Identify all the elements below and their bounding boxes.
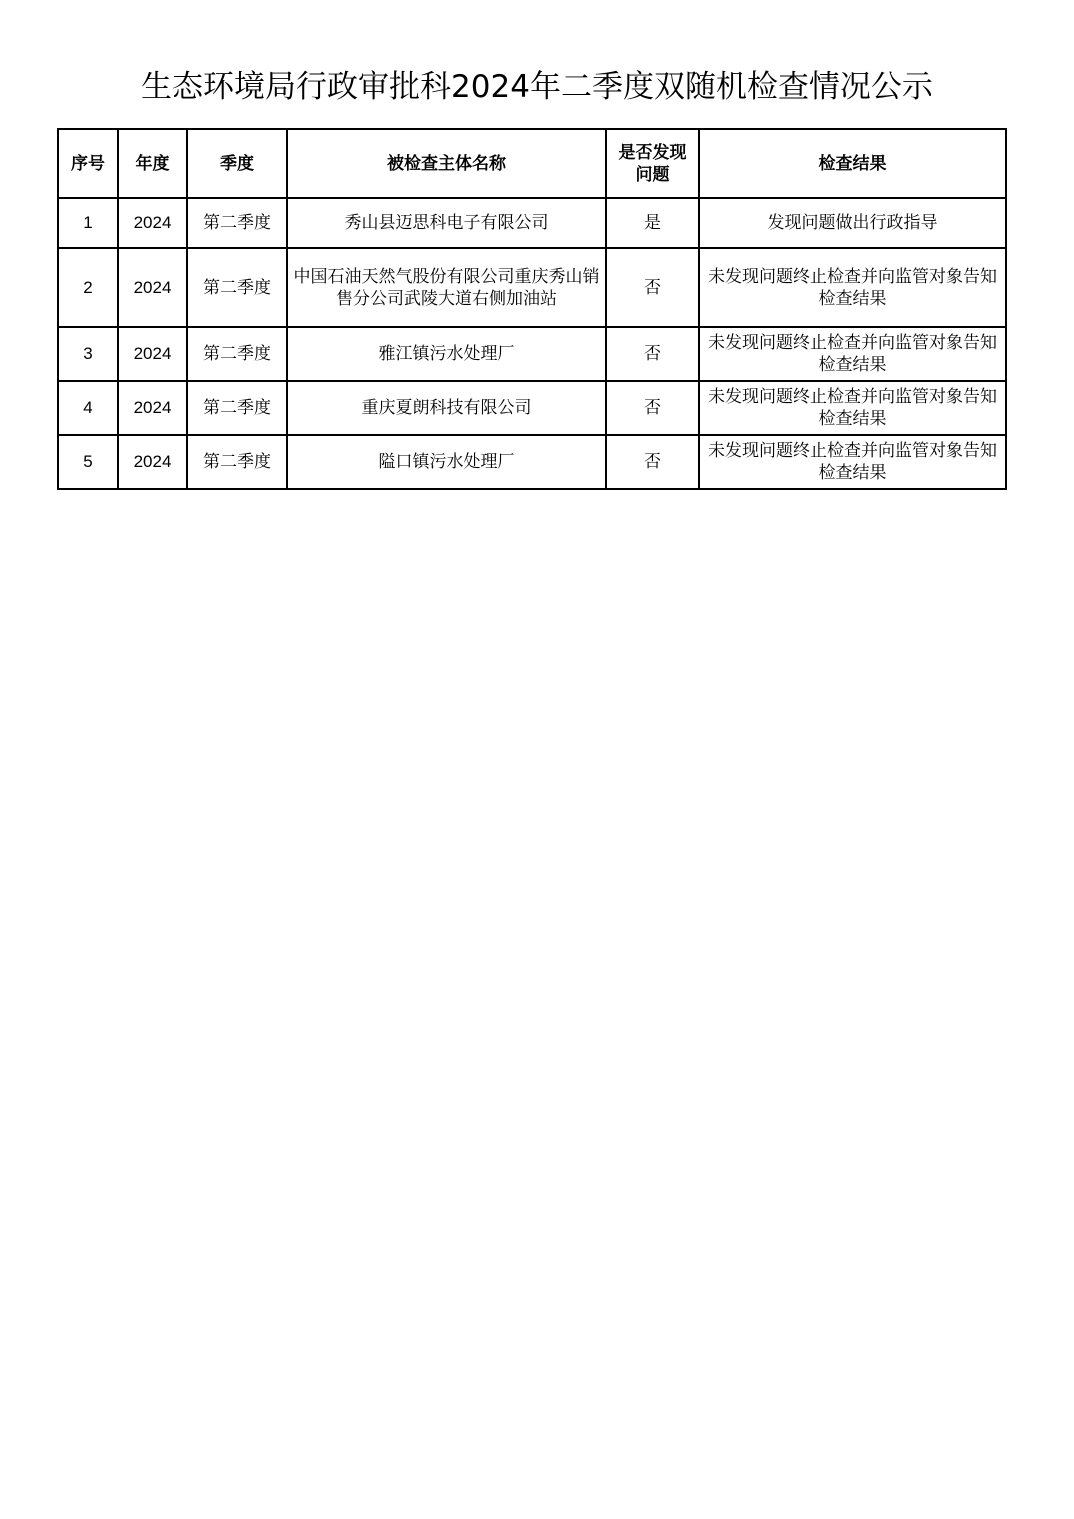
cell-issue-found: 否: [606, 435, 699, 489]
cell-year: 2024: [118, 327, 187, 381]
cell-entity: 秀山县迈思科电子有限公司: [287, 198, 606, 248]
cell-result: 发现问题做出行政指导: [699, 198, 1006, 248]
cell-quarter: 第二季度: [187, 381, 287, 435]
cell-quarter: 第二季度: [187, 327, 287, 381]
cell-entity: 雅江镇污水处理厂: [287, 327, 606, 381]
cell-year: 2024: [118, 198, 187, 248]
cell-issue-found: 是: [606, 198, 699, 248]
table-header-row: [58, 129, 1006, 198]
table-row: [58, 327, 1006, 381]
cell-issue-found: 否: [606, 248, 699, 327]
cell-year: 2024: [118, 248, 187, 327]
header-quarter: 季度: [187, 129, 287, 198]
cell-result: 未发现问题终止检查并向监管对象告知检查结果: [699, 381, 1006, 435]
cell-issue-found: 否: [606, 327, 699, 381]
page-title: 生态环境局行政审批科2024年二季度双随机检查情况公示: [141, 69, 933, 105]
cell-entity: 隘口镇污水处理厂: [287, 435, 606, 489]
cell-quarter: 第二季度: [187, 198, 287, 248]
table-row: [58, 435, 1006, 489]
cell-seq: 2: [58, 248, 118, 327]
header-issue-found: 是否发现问题: [606, 129, 699, 198]
header-result: 检查结果: [699, 129, 1006, 198]
cell-entity: 重庆夏朗科技有限公司: [287, 381, 606, 435]
cell-year: 2024: [118, 381, 187, 435]
inspection-result-table: [57, 128, 1007, 490]
header-seq: 序号: [58, 129, 118, 198]
cell-issue-found: 否: [606, 381, 699, 435]
cell-entity: 中国石油天然气股份有限公司重庆秀山销售分公司武陵大道右侧加油站: [287, 248, 606, 327]
cell-seq: 1: [58, 198, 118, 248]
table-row: [58, 381, 1006, 435]
cell-seq: 3: [58, 327, 118, 381]
cell-result: 未发现问题终止检查并向监管对象告知检查结果: [699, 248, 1006, 327]
cell-result: 未发现问题终止检查并向监管对象告知检查结果: [699, 327, 1006, 381]
header-entity: 被检查主体名称: [287, 129, 606, 198]
header-year: 年度: [118, 129, 187, 198]
cell-seq: 5: [58, 435, 118, 489]
cell-seq: 4: [58, 381, 118, 435]
cell-result: 未发现问题终止检查并向监管对象告知检查结果: [699, 435, 1006, 489]
cell-year: 2024: [118, 435, 187, 489]
table-row: [58, 198, 1006, 248]
cell-quarter: 第二季度: [187, 435, 287, 489]
cell-quarter: 第二季度: [187, 248, 287, 327]
table-row: [58, 248, 1006, 327]
